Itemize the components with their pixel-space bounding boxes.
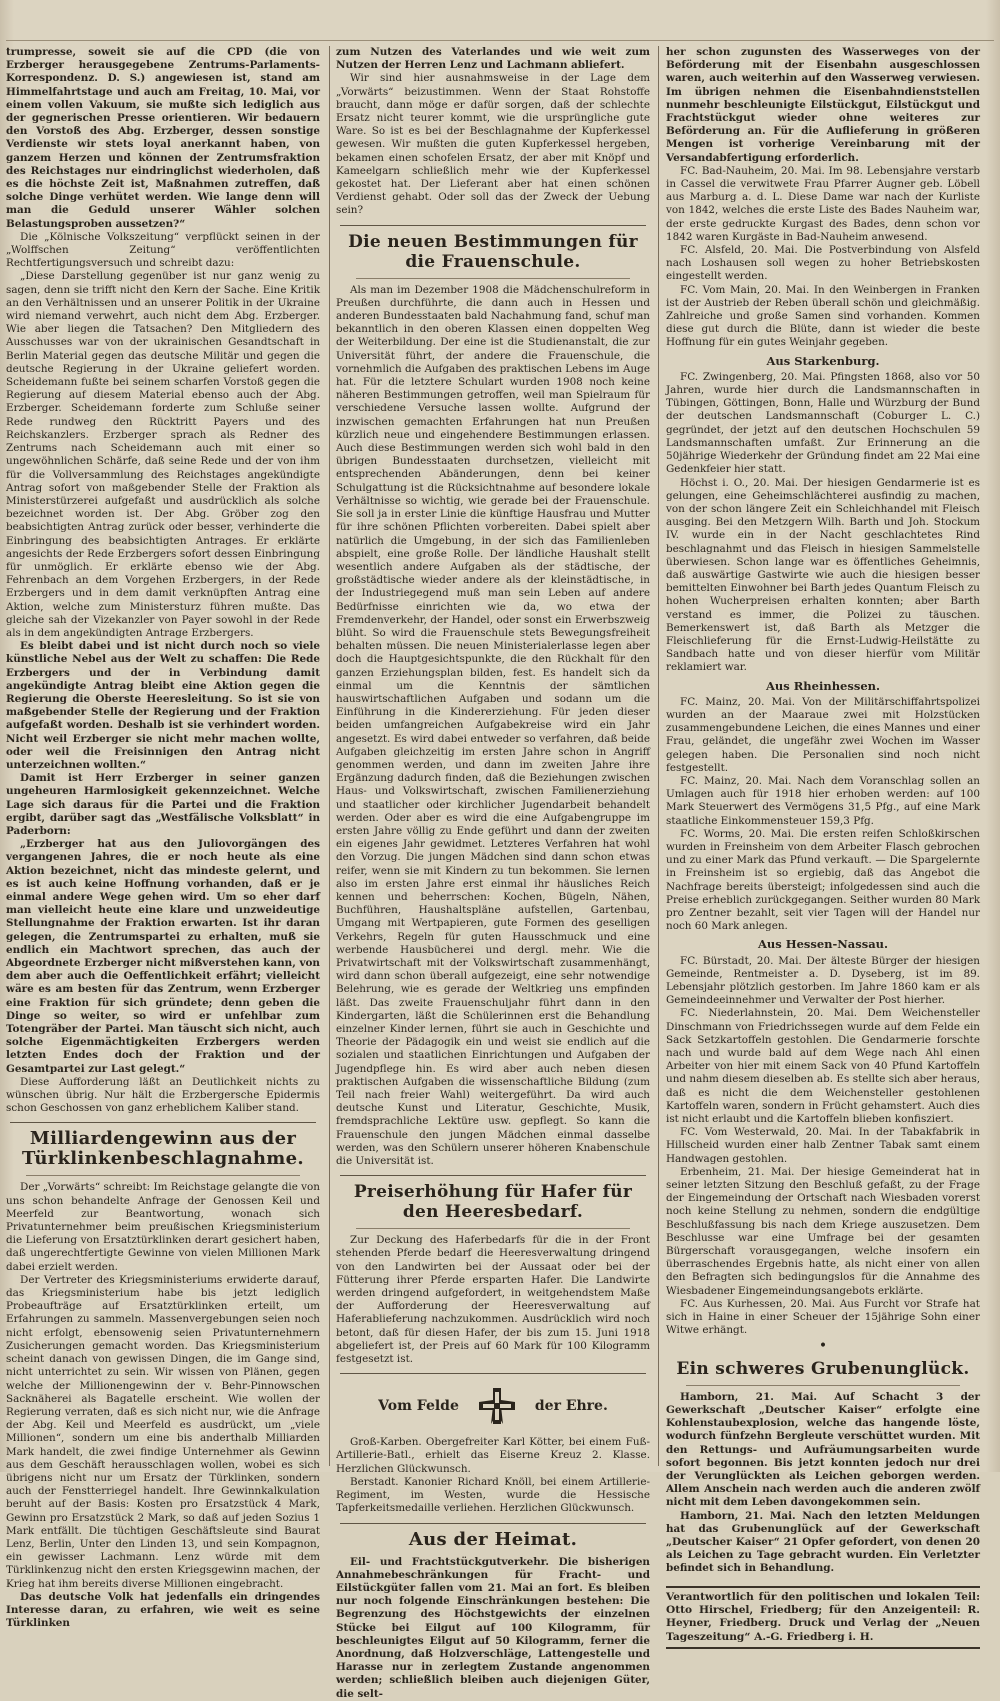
- col3-news: FC. Worms, 20. Mai. Die ersten reifen Schloßkirschen wurden in Freinsheim von dem Arbeiter Flasch gebrochen und zu einer Mark das Pfund verkauft. — Die Spargelernte in Freinsheim ist so ergiebig, daß das Angebot die Nachfrage bereits übersteigt; infolgedessen sind auch die Preise erheblich zurückgegangen. Seither wurden 80 Mark pro Zentner bezahlt, seit vier Tagen will der Handel nur noch 60 Mark anlegen.: [666, 827, 980, 933]
- subhead-hessen-nassau: Aus Hessen-Nassau.: [757, 937, 889, 952]
- col1-intro: trumpresse, soweit sie auf die CPD (die von Erzberger herausgegebene Zentrums-Parlaments-Korrespondenz. D. S.) angewiesen ist, stand am Himmelfahrtstage und auch am Freitag, 10. Mai, vor einem vollen Vakuum, sie mußte sich lediglich aus der gegnerischen Presse orientieren. Wir bedauern den Vorstoß des Abg. Erzberger, dessen sonstige Verdienste wir stets loyal anerkannt haben, von ganzem Herzen und können der Zentrumsfraktion des Reichstages nur eindringlichst wiederholen, daß es die höchste Zeit ist, Maßnahmen zutreffen, daß solche Dinge verhütet werden. Wie lange denn will man die Geduld unserer Wähler solchen Belastungsproben aussetzen?“: [6, 46, 320, 230]
- col1-para: Der „Vorwärts“ schreibt: Im Reichstage gelangte die von uns schon behandelte Anfrage der Genossen Keil und Meerfeld zur Beantwortung, wonach sich Privatunternehmer beim preußischen Kriegsministerium die Lieferung von Ersatztürklinken derart gesichert haben, daß ungerechtfertigte Gewinne von vielen Millionen Mark dabei erzielt werden.: [6, 1181, 320, 1273]
- col1-para: Das deutsche Volk hat jedenfalls ein dringendes Interesse daran, zu erfahren, wie weit es seine Türklinken: [6, 1590, 320, 1630]
- col3-news: Hamborn, 21. Mai. Auf Schacht 3 der Gewerkschaft „Deutscher Kaiser“ erfolgte eine Kohlenstaubexplosion, welche das hangende löste, wodurch fünfzehn Bergleute verschüttet wurden. Mit den Rettungs- und Aufräumungsarbeiten wurde sofort begonnen. Bis jetzt konnten jedoch nur drei der Verunglückten als Leichen geborgen werden. Allem Anschein nach werden auch die anderen zwölf nicht mit dem Leben davongekommen sein.: [666, 1390, 980, 1509]
- col1-para: Es bleibt dabei und ist nicht durch noch so viele künstliche Nebel aus der Welt zu schaffen: Die Rede Erzbergers und der in Verbindung damit angekündigte Antrag bleibt eine Aktion gegen die Regierung die Oberste Heeresleitung. So ist sie von maßgebender Stelle der Regierung und der Fraktion aufgefaßt worden. Deshalb ist sie verhindert worden. Nicht weil Erzberger sie nicht mehr machen wollte, oder weil die Freisinnigen den Antrag nicht unterzeichnen wollten.“: [6, 640, 320, 771]
- section-divider: [340, 1175, 646, 1176]
- col3-news: FC. Bürstadt, 20. Mai. Der älteste Bürger der hiesigen Gemeinde, Rentmeister a. D. Dyseberg, ist im 89. Lebensjahr plötzlich gestorben. Im Jahre 1860 kam er als Gemeindeeinnehmer und Verwalter der Post hierher.: [666, 954, 980, 1007]
- col1-para: Der Vertreter des Kriegsministeriums erwiderte darauf, das Kriegsministerium habe bis jetzt lediglich Probeaufträge auf Ersatztürklinken erteilt, um Erfahrungen zu sammeln. Massenvergebungen seien noch nicht erfolgt, ebensowenig seien Privatunternehmern Zusicherungen gemacht worden. Das Kriegsministerium scheint danach von gewissen Dingen, die im Gange sind, nicht unterrichtet zu sein. Wir wissen von Plänen, gegen welche der Millionengewinn der v. Behr-Pinnowschen Sacknäherei als Bagatelle erscheint. Wie wollen der Regierung verraten, daß es sich nicht nur, wie die Anfrage der Abg. Keil und Meerfeld es ausdrückt, um „viele Millionen“, sondern um eine bis anderthalb Milliarden Mark handelt, die zwei findige Unternehmer als Gewinn aus dem Geschäft herausschlagen wollen, wobei es sich übrigens nicht nur um Ersatz der Türklinken, sondern auch der Fenstterriegel handelt. Ihre Gewinnkalkulation beruht auf der Basis: Kosten pro Ersatzstück 4 Mark, Gewinn pro Ersatzstück 2 Mark, so daß auf jeden Sozius 1 Mark entfällt. Die tüchtigen Geschäftsleute sind Baurat Lenz, Berlin, Unter den Linden 13, und sein Kompagnon, ein gewisser Lachmann. Lenz würde mit dem Türklinkenzug nicht den ersten Kriegsgewinn machen, der Krieg hat ihm bereits diverse Millionen eingebracht.: [6, 1273, 320, 1590]
- imprint-footer: Verantwortlich für den politischen und lokalen Teil: Otto Hirschel, Friedberg; für den Anzeigenteil: R. Heyner, Friedberg. Druck und Verlag der „Neuen Tageszeitung“ A.-G. Friedberg i. H.: [666, 1586, 980, 1650]
- ehre-right: der Ehre.: [534, 1397, 608, 1414]
- col3-news: FC. Aus Kurhessen, 20. Mai. Aus Furcht vor Strafe hat sich in Haine in einer Scheuer der 15jährige Sohn einer Witwe erhängt.: [666, 1297, 980, 1337]
- col1-para: Damit ist Herr Erzberger in seiner ganzen ungeheuren Harmlosigkeit gekennzeichnet. Welche Lage sich daraus für die Partei und die Fraktion ergibt, darüber sagt das „Westfälische Volksblatt“ in Paderborn:: [6, 772, 320, 837]
- column-2: [336, 46, 650, 1700]
- col2-para: Wir sind hier ausnahmsweise in der Lage dem „Vorwärts“ beizustimmen. Wenn der Staat Rohstoffe braucht, dann möge er dafür sorgen, daß der schlechte Ersatz nicht teurer kommt, wie die ursprüngliche gute Ware. So ist es bei der Beschlagnahme der Kupferkessel gewesen. Wir mußten die guten Kupferkessel hergeben, bekamen einen schofelen Ersatz, der aber mit Knöpf und Kameelgarn schließlich mehr wie der Kupferkessel gekostet hat. Der Lieferant aber hat einen schönen Verdienst gehabt. Oder soll das der Zweck der Uebung sein?: [336, 72, 650, 217]
- col2-para: Als man im Dezember 1908 die Mädchenschulreform in Preußen durchführte, die dann auch in Hessen und anderen Bundesstaaten bald Nachahmung fand, schuf man bekanntlich in den oberen Klassen einen doppelten Weg der Weiterbildung. Der eine ist die Studienanstalt, die zur Universität führt, der andere die Frauenschule, die vornehmlich die Aufgaben des praktischen Lebens im Auge hat. Für die letztere Schulart wurden 1908 noch keine näheren Bestimmungen getroffen, weil man Spielraum für verschiedene Versuche lassen wollte. Aufgrund der inzwischen gemachten Erfahrungen hat nun Preußen kürzlich neue und eingehendere Bestimmungen erlassen. Auch diese Bestimmungen werden sich wohl bald in den übrigen Bundesstaaten durchsetzen, vielleicht mit entsprechenden Abänderungen, denn bei keiner Schulgattung ist die Rücksichtnahme auf besondere lokale Verhältnisse so wichtig, wie gerade bei der Frauenschule. Sie soll ja in erster Linie die künftige Hausfrau und Mutter für ihre schönen Pflichten vorbereiten. Dabei spielt aber natürlich die Umgebung, in der sich das Familienleben abspielt, eine große Rolle. Der ländliche Haushalt stellt wesentlich andere Aufgaben als der städtische, der großstädtische wieder andere als der kleinstädtische, in der Industriegegend muß man sein Leben auf andere Bedürfnisse einrichten wie da, wo etwa der Fremdenverkehr, der Handel, oder sonst ein Erwerbszweig blüht. So wird die Frauenschule stets Bewegungsfreiheit behalten müssen. Die neuen Ministerialerlasse legen aber doch die Hauptgesichtspunkte, die den Rückhalt für den ganzen Erziehungsplan bilden, fest. Es handelt sich da einmal um die Kenntnis der sämtlichen hauswirtschaftlichen Aufgaben und sodann um die Einführung in die Kindererziehung. Für jeden dieser beiden umfangreichen Aufgabekreise wird ein Jahr angesetzt. Es wird dabei entweder so verfahren, daß beide Aufgaben gleichzeitig im ersten Jahre schon in Angriff genommen werden, und dann im zweiten Jahre ihre Ergänzung dadurch finden, daß die Beziehungen zwischen Haus- und Volkswirtschaft, zwischen Familienerziehung und staatlicher oder kirchlicher Jugendarbeit behandelt werden. Oder aber es wird die eine Aufgabengruppe im ersten Jahre völlig zu Ende geführt und dann der zweiten ein eigenes Jahr gewidmet. Letzteres Verfahren hat wohl den Vorzug. Die jungen Mädchen sind dann schon etwas reifer, wenn sie mit Kindern zu tun bekommen. Sie lernen also im ersten Jahre erst einmal ihr häusliches Reich kennen und beherrschen: Kochen, Bügeln, Nähen, Buchführen, Haushaltspläne aufstellen, Gartenbau, Umgang mit Wertpapieren, gute Formen des geselligen Verkehrs, Regeln für guten Hausschmuck und eine werbende Hausbücherei und dergl. mehr. Wie die Privatwirtschaft mit der Volkswirtschaft zusammenhängt, wird dann schon überall aufgezeigt, eine sehr notwendige Belehrung, wie es gerade der Weltkrieg uns empfinden läßt. Das zweite Frauenschuljahr führt dann in den Kindergarten, läßt die Schülerinnen erst die Behandlung einzelner Kinder lernen, führt sie auch in Geschichte und Theorie der Pädagogik ein und weist sie endlich auf die sozialen und staatlichen Einrichtungen und Aufgaben der Jugendpflege hin. Es wird aber auch neben diesen praktischen Aufgaben die wissenschaftliche Bildung (zum Teil nach freier Wahl) weitergeführt. Da wird auch deutsche Kunst und Literatur, Geschichte, Musik, fremdsprachliche Lektüre usw. gepflegt. So kann die Frauenschule den jungen Mädchen einmal dasselbe werden, was den Schülern unserer höheren Knabenschule die Universität ist.: [336, 283, 650, 1168]
- col3-intro: her schon zugunsten des Wasserweges von der Beförderung mit der Eisenbahn ausgeschlossen waren, auch weiterhin auf den Wasserweg verwiesen. Im übrigen nehmen die Eisenbahndienststellen nunmehr beschleunigte Eilstückgut, Eilstückgut und Frachtstückgut wieder ohne weiteres zur Beförderung an. Für die Auflieferung in größeren Mengen ist vorherige Vereinbarung mit der Versandabfertigung erforderlich.: [666, 46, 980, 164]
- col1-quote: „Erzberger hat aus den Juliovorgängen des vergangenen Jahres, die er noch heute als eine Aktion bezeichnet, nicht das mindeste gelernt, und es ist auch keine Hoffnung vorhanden, daß er je einmal andere Wege gehen wird. Um so eher darf man vielleicht heute eine klare und unzweideutige Stellungnahme der Fraktion erwarten. Ist ihr daran gelegen, die Zentrumspartei zu erhalten, muß sie endlich ein Machtwort sprechen, das auch der Abgeordnete Erzberger nicht mißverstehen kann, von dem aber auch die Oeffentlichkeit erfährt; vielleicht wäre es am besten für das Zentrum, wenn Erzberger eine Fraktion für sich gründete; denn geben die Dinge so weiter, so wird er unfehlbar zum Totengräber der Partei. Man täuscht sich nicht, auch solche Eigenmächtigkeiten Erzbergers werden letzten Endes doch der Fraktion und der Gesamtpartei zur Last gelegt.“: [6, 838, 320, 1075]
- headline-grubenunglueck: Ein schweres Grubenunglück.: [676, 1358, 970, 1379]
- col2-para: Groß-Karben. Obergefreiter Karl Kötter, bei einem Fuß-Artillerie-Batl., erhielt das Eiserne Kreuz 2. Klasse. Herzlichen Glückwunsch.: [336, 1436, 650, 1475]
- headline-heimat: Aus der Heimat.: [408, 1528, 578, 1550]
- headline-rule: [356, 1228, 630, 1229]
- headline-rule: [686, 1385, 960, 1386]
- col2-para: Zur Deckung des Haferbedarfs für die in der Front stehenden Pferde bedarf die Heeresverwaltung dringend von den Landwirten bei der Aussaat oder bei der Fütterung ihrer Pferde ersparten Hafer. Die Landwirte werden dringend aufgefordert, in weitgehendstem Maße der Aufforderung der Heeresverwaltung auf Haferablieferung nachzukommen. Ausdrücklich wird noch betont, daß für diesen Hafer, der bis zum 15. Juni 1918 abgeliefert ist, der Preis auf 60 Mark für 100 Kilogramm festgesetzt ist.: [336, 1234, 650, 1366]
- separator-dot: •: [818, 1337, 828, 1354]
- subhead-rheinhessen: Aus Rheinhessen.: [765, 678, 881, 693]
- col2-intro: zum Nutzen des Vaterlandes und wie weit zum Nutzen der Herren Lenz und Lachmann abliefert.: [336, 46, 650, 72]
- section-divider: [10, 1122, 316, 1123]
- col1-quote: „Diese Darstellung gegenüber ist nur ganz wenig zu sagen, denn sie trifft nicht den Kern der Sache. Eine Kritik an den Verhältnissen und an unserer Politik in der Ukraine wird niemand verwehrt, auch nicht dem Abg. Erzberger. Wie aber liegen die Tatsachen? Den Mitgliedern des Ausschusses war von der ukrainischen Gesandtschaft in Berlin Material gegen das deutsche Militär und gegen die deutsche Regierung in der Ukraine geliefert worden. Scheidemann fußte bei seinem scharfen Vorstoß gegen die Regierung auf diesem Material ebenso auch der Abg. Erzberger. Scheidemann forderte zum Schluße seiner Rede rundweg den Rücktritt Payers und des Reichskanzlers. Erzberger sprach als Redner des Zentrums nach Scheidemann auch mit einer so ungewöhnlichen Schärfe, daß seine Rede und der von ihm für die Vollversammlung des Reichstages angekündigte Antrag sofort von maßgebender Stelle der Fraktion als Ministerstürzerei aufgefaßt und ausdrücklich als solche bezeichnet worden ist. Der Abg. Gröber zog den beabsichtigten Antrag zurück oder besser, verhinderte die Einbringung des beabsichtigten Antrages. Er erklärte angesichts der Rede Erzbergers sofort dessen Einbringung für unmöglich. Er erklärte ebenso wie der Abg. Fehrenbach an dem Vorgehen Erzbergers, in der Rede Erzbergers und in dem damit verknüpften Antrag eine Aktion, welche zum Ministersturz führen mußte. Das gleiche sah der Vizekanzler von Payer sowohl in der Rede als in dem angekündigten Antrage Erzbergers.: [6, 270, 320, 639]
- col3-news: FC. Zwingenberg, 20. Mai. Pfingsten 1868, also vor 50 Jahren, wurde hier durch die Landsmannschaften in Tübingen, Göttingen, Bonn, Halle und Würzburg der Bund der deutschen Landsmannschaft (Coburger L. C.) gegründet, der jetzt auf den deutschen Hochschulen 59 Landsmannschaften umfaßt. Zur Erinnerung an die 50jährige Wiederkehr der Gründung findet am 22 Mai eine Gedenkfeier hier statt.: [666, 370, 980, 476]
- section-divider: [340, 1373, 646, 1374]
- col3-news: FC. Vom Westerwald, 20. Mai. In der Tabakfabrik in Hillscheid wurden einer halb Zentner Tabak samt einem Handwagen gestohlen.: [666, 1126, 980, 1165]
- col3-news: FC. Mainz, 20. Mai. Von der Militärschiffahrtspolizei wurden an der Maaraue zwei mit Holzstücken zusammengebundene Leichen, die eines Mannes und einer Frau, geländet, die ungefähr zwei Wochen im Wasser gelegen haben. Die Personalien sind noch nicht festgestellt.: [666, 695, 980, 774]
- col1-para: Die „Kölnische Volkszeitung“ verpflückt seinen in der „Wolffschen Zeitung“ veröffentlichten Rechtfertigungsversuch und schreibt dazu:: [6, 230, 320, 270]
- col3-news: FC. Mainz, 20. Mai. Nach dem Voranschlag sollen an Umlagen auch für 1918 hier erhoben werden: auf 100 Mark Steuerwert des Vermögens 31,5 Pfg., auf eine Mark staatliche Einkommensteuer 159,3 Pfg.: [666, 774, 980, 827]
- headline-rule: [26, 1175, 300, 1176]
- column-1: [6, 46, 320, 1630]
- iron-cross-icon: [475, 1384, 519, 1428]
- ehre-left: Vom Felde: [378, 1397, 459, 1414]
- col3-news: Hamborn, 21. Mai. Nach den letzten Meldungen hat das Grubenunglück auf der Gewerkschaft „Deutscher Kaiser“ 21 Opfer gefordert, von denen 20 als Leichen zu Tage gebracht wurden. Ein Verletzter befindet sich in Behandlung.: [666, 1509, 980, 1575]
- headline-milliardengewinn: Milliardengewinn aus der Türklinkenbeschlagnahme.: [22, 1128, 304, 1170]
- headline-frauenschule: Die neuen Bestimmungen für die Frauenschule.: [348, 231, 638, 272]
- column-rule-1: [329, 46, 330, 1466]
- col3-news: Höchst i. O., 20. Mai. Der hiesigen Gendarmerie ist es gelungen, eine Geheimschlächterei ausfindig zu machen, von der schon längere Zeit ein Schleichhandel mit Fleisch ausging. Bei den Metzgern Wilh. Barth und Joh. Stockum IV. wurde ein in der Nacht geschlachtetes Rind beschlagnahmt und das Fleisch in hiesigen Sammelstelle überwiesen. Schon lange war es öffentliches Geheimnis, daß auswärtige Gastwirte wie auch die hiesigen besser bemittelten Einwohner bei Barth jedes Quantum Fleisch zu hohen Wucherpreisen erhalten konnten; aber Barth verstand es immer, die Polizei zu täuschen. Bemerkenswert ist, daß Barth als Metzger die Fleischlieferung für die Ernst-Ludwig-Heilstätte zu Sandbach hatte und von dieser hierfür vom Militär reklamiert war.: [666, 476, 980, 674]
- subhead-starkenburg: Aus Starkenburg.: [766, 353, 880, 368]
- headline-rule: [356, 278, 630, 279]
- col3-news: FC. Niederlahnstein, 20. Mai. Dem Weichensteller Dinschmann von Friedrichssegen wurde auf dem Felde ein Sack Setzkartoffeln gestohlen. Die Gendarmerie forschte nach und wurde bald auf dem Wege nach Ahl einen Arbeiter von hier mit einem Sack von 40 Pfund Kartoffeln und nahm diesem dieselben ab. Es stellte sich aber heraus, daß es nicht die dem Weichensteller gestohlenen Kartoffeln waren, sondern in Frücht gehamstert. Auch dies ist nicht erlaubt und die Kartoffeln blieben konfisziert.: [666, 1007, 980, 1126]
- feld-der-ehre-heading: [336, 1384, 650, 1428]
- section-divider: [340, 225, 646, 226]
- section-divider: [340, 1523, 646, 1524]
- column-rule-2: [658, 46, 659, 1466]
- col1-para: Diese Aufforderung läßt an Deutlichkeit nichts zu wünschen übrig. Nur hält die Erzbergersche Epidermis schon Geschossen von ganz erheblichem Kaliber stand.: [6, 1075, 320, 1115]
- headline-hafer: Preiserhöhung für Hafer für den Heeresbedarf.: [353, 1182, 633, 1223]
- column-3: [666, 46, 980, 1643]
- col3-news: FC. Bad-Nauheim, 20. Mai. Im 98. Lebensjahre verstarb in Cassel die verwitwete Frau Pfarrer Augner geb. Löbell aus Marburg a. d. L. Diese Dame war nach der Kurliste von 1842, welches die erste Liste des Bades Nauheim war, der erste gedruckte Kurgast des Bades, denn schon vor 1842 waren Kurgäste in Bad-Nauheim anwesend.: [666, 164, 980, 243]
- col2-para: Berstadt. Kanonier Richard Knöll, bei einem Artillerie-Regiment, im Westen, wurde die Hessische Tapferkeitsmedaille verliehen. Herzlichen Glückwunsch.: [336, 1475, 650, 1515]
- col3-news: FC. Vom Main, 20. Mai. In den Weinbergen in Franken ist der Austrieb der Reben überall schön und gleichmäßig. Zahlreiche und große Samen sind vorhanden. Kommen diese gut durch die Blüte, dann ist wieder die beste Hoffnung für ein gutes Weinjahr gegeben.: [666, 283, 980, 349]
- top-rule: [6, 40, 994, 41]
- col3-news: Erbenheim, 21. Mai. Der hiesige Gemeinderat hat in seiner letzten Sitzung den Beschluß gefaßt, zu der Frage der Eingemeindung der Ortschaft nach Wiesbaden vorerst noch keine Stellung zu nehmen, sondern die endgültige Beschlußfassung bis nach dem Kriege auszusetzen. Dem Beschlusse war eine Umfrage bei der gesamten Bürgerschaft vorausgegangen, welche insofern ein überraschendes Ergebnis hatte, als nicht einer von allen den Befragten sich bedingungslos für die Annahme des Wiesbadener Eingemeindungsangebots erklärte.: [666, 1165, 980, 1297]
- col3-news: FC. Alsfeld, 20. Mai. Die Postverbindung von Alsfeld nach Loshausen soll wegen zu hoher Betriebskosten eingestellt werden.: [666, 244, 980, 283]
- col2-para: Eil- und Frachtstückgutverkehr. Die bisherigen Annahmebeschränkungen für Fracht- und Eilstückgüter fallen vom 21. Mai an fort. Es bleiben nur noch folgende Einschränkungen bestehen: Die Begrenzung des Höchstgewichts der einzelnen Stücke bei Eilgut auf 100 Kilogramm, für beschleunigtes Eilgut auf 50 Kilogramm, ferner die Anordnung, daß Holzverschläge, Lattengestelle und Harasse nur in zerlegtem Zustande angenommen werden; schließlich bleiben auch diejenigen Güter, die selt-: [336, 1555, 650, 1700]
